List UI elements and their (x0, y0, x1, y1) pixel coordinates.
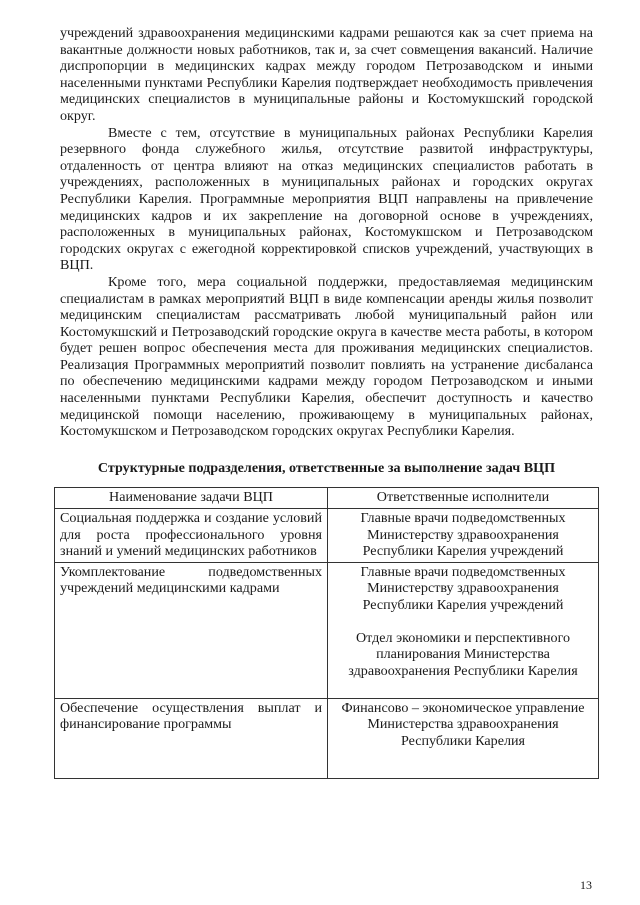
executor-block (333, 630, 593, 680)
header-executors: Ответственные исполнители (328, 488, 599, 509)
executor-line: Республики Карелия учреждений (362, 543, 564, 560)
task-cell: Обеспечение осуществления выплат и финансирование программы (55, 698, 328, 778)
executor-block (333, 564, 593, 614)
executors-cell (328, 698, 599, 778)
table-row (55, 562, 599, 698)
executor-line: Финансово – экономическое управление (341, 699, 585, 716)
executor-block (333, 700, 593, 750)
executor-block (333, 510, 593, 560)
header-task-name: Наименование задачи ВЦП (55, 488, 328, 509)
executor-line: планирования Министерства (376, 646, 550, 663)
executor-line: Отдел экономики и перспективного (355, 629, 571, 646)
task-cell: Укомплектование подведомственных учреждений медицинскими кадрами (55, 562, 328, 698)
executor-line: Республики Карелия (400, 733, 526, 749)
paragraph-3: Кроме того, мера социальной поддержки, предоставляемая медицинским специалистам в рамках мероприятий ВЦП в виде компенсации аренды жилья позволит медицинским специалистам рассматривать любой муниципальный район или Костомукшский и Петрозаводский городские округа в качестве места работы, в котором будет решен вопрос обеспечения места для проживания медицинских специалистов. Реализация Программных мероприятий позволит повлиять на устранение дисбаланса по обеспечению медицинскими кадрами между городом Петрозаводском и иными населенными пунктами Республики Карелия, обеспечит доступность и качество медицинской помощи населению, проживающему в муниципальных районах, Костомукшском и Петрозаводском городских округах Республики Карелия. (60, 273, 593, 440)
page-number: 13 (580, 878, 592, 892)
executors-cell (328, 562, 599, 698)
executor-line: Главные врачи подведомственных (360, 510, 566, 527)
executor-line: здравоохранения Республики Карелия (348, 662, 578, 679)
executors-cell (328, 509, 599, 563)
table-row (55, 509, 599, 563)
executor-line: Министерству здравоохранения (367, 580, 559, 597)
executor-line: Республики Карелия учреждений (362, 597, 564, 613)
executor-line: Министерству здравоохранения (367, 526, 559, 543)
paragraph-1: учреждений здравоохранения медицинскими кадрами решаются как за счет приема на вакантные должности новых работников, так и, за счет совмещения вакансий. Наличие диспропорции в медицинских кадрах между городом Петрозаводском и иными населенными пунктами Республики Карелия подтверждает необходимость привлечения медицинских специалистов в муниципальные районы и Костомукшский городской округ. (60, 25, 593, 124)
table-header-row (55, 488, 599, 509)
document-page (60, 25, 593, 779)
executor-line: Министерства здравоохранения (367, 716, 559, 733)
table-row (55, 698, 599, 778)
paragraph-2: Вместе с тем, отсутствие в муниципальных районах Республики Карелия резервного фонда служебного жилья, отсутствие развитой инфраструктуры, отдаленность от центра влияют на отказ медицинских специалистов работать в учреждениях, расположенных в муниципальных районах и городских округах Республики Карелия. Программные мероприятия ВЦП направлены на привлечение медицинских кадров и их закрепление на договорной основе в учреждениях, расположенных в муниципальных районах, Костомукшском и Петрозаводском городских округах с ежегодной корректировкой списков учреждений, участвующих в ВЦП. (60, 124, 593, 274)
task-cell: Социальная поддержка и создание условий для роста профессионального уровня знаний и умений медицинских работников (55, 509, 328, 563)
section-title: Структурные подразделения, ответственные за выполнение задач ВЦП (97, 459, 556, 476)
executor-line: Главные врачи подведомственных (360, 563, 566, 580)
responsibility-table (54, 487, 599, 778)
